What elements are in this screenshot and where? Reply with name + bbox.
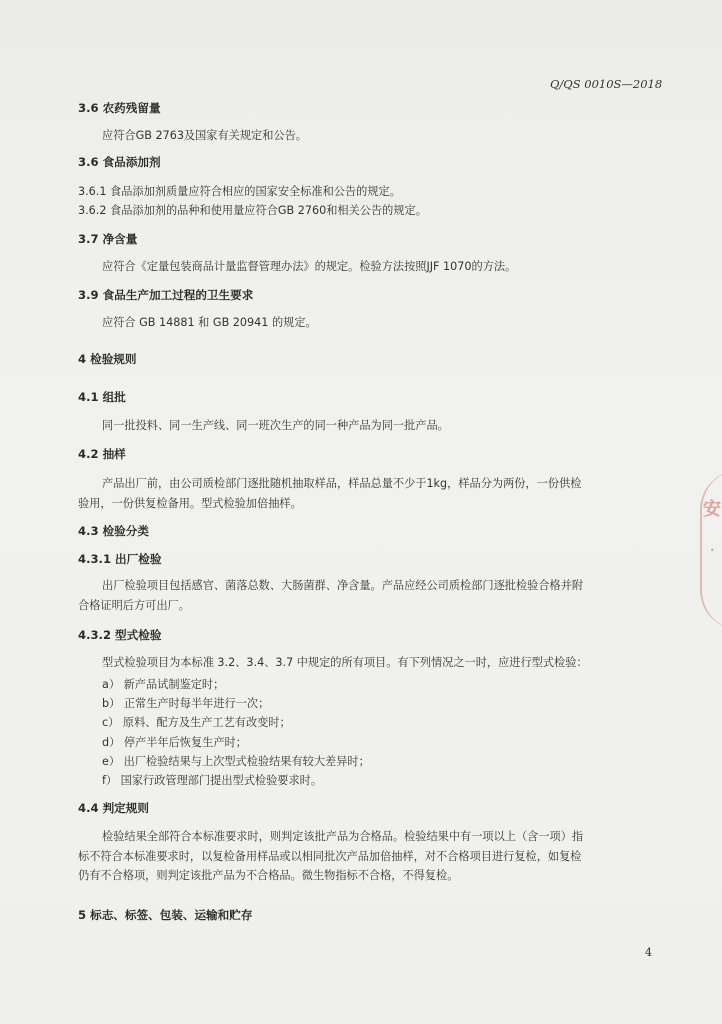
section-4-2-body-line2: 验用，一份供复检备用。型式检验加倍抽样。	[78, 497, 302, 510]
section-4-3-2-body: 型式检验项目为本标准 3.2、3.4、3.7 中规定的所有项目。有下列情况之一时，应进行型式检验：	[102, 656, 588, 669]
seal-character: 安	[703, 499, 721, 520]
list-item: c） 原料、配方及生产工艺有改变时；	[102, 716, 291, 729]
list-item: a） 新产品试制鉴定时；	[102, 678, 225, 691]
section-4-title: 4 检验规则	[78, 352, 137, 366]
section-3-9-title: 3.9 食品生产加工过程的卫生要求	[78, 288, 254, 302]
section-4-4-title: 4.4 判定规则	[78, 801, 149, 815]
document-code: Q/QS 0010S—2018	[550, 77, 663, 91]
section-4-4-body-line1: 检验结果全部符合本标准要求时，则判定该批产品为合格品。检验结果中有一项以上（含一项）指	[102, 830, 584, 843]
page-number: 4	[645, 946, 652, 959]
section-5-title: 5 标志、标签、包装、运输和贮存	[78, 908, 253, 922]
section-3-7-title: 3.7 净含量	[78, 232, 138, 246]
section-4-4-body-line3: 仍有不合格项，则判定该批产品为不合格品。微生物指标不合格，不得复检。	[78, 869, 459, 882]
section-3-6-2: 3.6.2 食品添加剂的品种和使用量应符合GB 2760和相关公告的规定。	[78, 204, 427, 217]
section-4-2-body-line1: 产品出厂前，由公司质检部门逐批随机抽取样品，样品总量不少于1kg，样品分为两份，一份供检	[102, 477, 582, 490]
section-4-3-2-title: 4.3.2 型式检验	[78, 628, 162, 642]
section-4-3-1-body-line2: 合格证明后方可出厂。	[78, 599, 190, 612]
section-3-7-body: 应符合《定量包装商品计量监督管理办法》的规定。检验方法按照JJF 1070的方法。	[102, 260, 517, 273]
section-3-6-additives-title: 3.6 食品添加剂	[78, 155, 161, 169]
section-4-2-title: 4.2 抽样	[78, 447, 126, 461]
seal-character: .	[710, 540, 715, 554]
section-4-1-body: 同一批投料、同一生产线、同一班次生产的同一种产品为同一批产品。	[102, 419, 449, 432]
section-4-3-1-body-line1: 出厂检验项目包括感官、菌落总数、大肠菌群、净含量。产品应经公司质检部门逐批检验合格并附	[102, 579, 584, 592]
section-4-3-1-title: 4.3.1 出厂检验	[78, 552, 162, 566]
list-item: e） 出厂检验结果与上次型式检验结果有较大差异时；	[102, 755, 370, 768]
list-item: d） 停产半年后恢复生产时；	[102, 736, 247, 749]
section-3-9-body: 应符合 GB 14881 和 GB 20941 的规定。	[102, 316, 317, 329]
section-4-3-title: 4.3 检验分类	[78, 524, 149, 538]
section-4-1-title: 4.1 组批	[78, 390, 126, 404]
section-3-6-1: 3.6.1 食品添加剂质量应符合相应的国家安全标准和公告的规定。	[78, 185, 401, 198]
section-4-4-body-line2: 标不符合本标准要求时，以复检备用样品或以相同批次产品加倍抽样，对不合格项目进行复检，如复检	[78, 850, 582, 863]
section-3-6-body: 应符合GB 2763及国家有关规定和公告。	[102, 129, 307, 142]
list-item: f） 国家行政管理部门提出型式检验要求时。	[102, 774, 323, 787]
section-3-6-title: 3.6 农药残留量	[78, 101, 161, 115]
list-item: b） 正常生产时每半年进行一次；	[102, 697, 270, 710]
